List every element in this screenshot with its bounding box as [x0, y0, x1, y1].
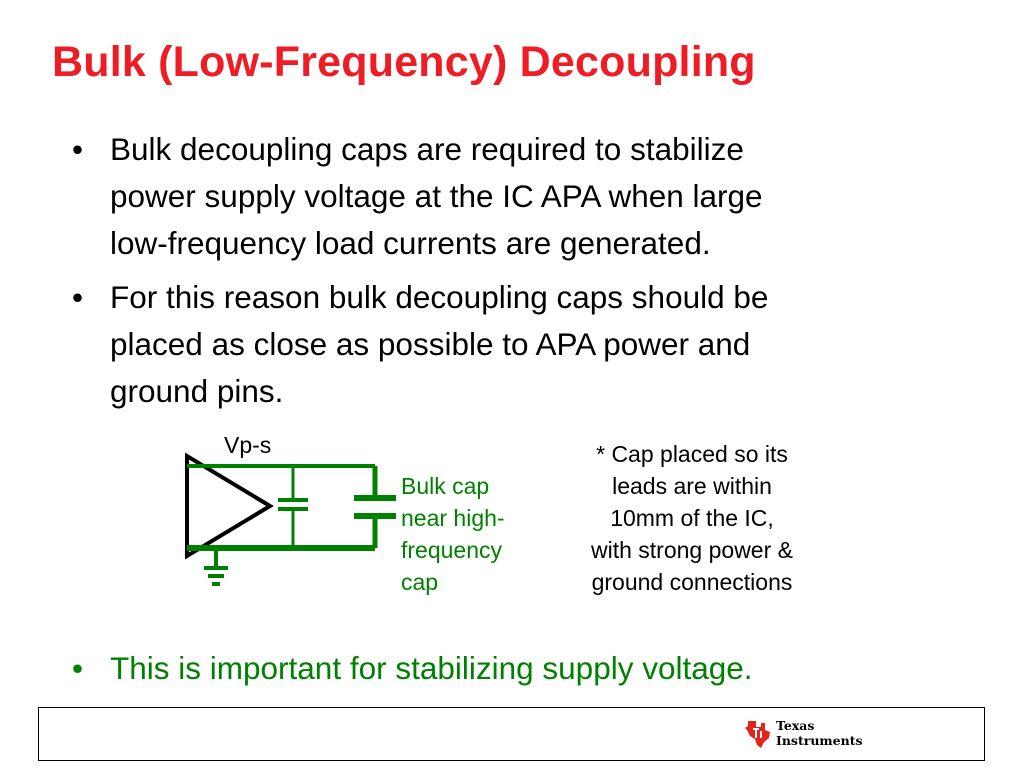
bullet-line: This is important for stabilizing supply voltage.	[110, 650, 753, 686]
bullet-line: For this reason bulk decoupling caps should be	[110, 279, 769, 315]
ti-wordmark-line: Texas	[776, 718, 815, 733]
ground-symbol	[204, 548, 228, 584]
placement-note	[556, 438, 828, 598]
note-line: 10mm of the IC,	[610, 505, 774, 531]
bulk-cap-label	[401, 470, 551, 598]
ti-wordmark-line: Instruments	[776, 733, 863, 748]
slide-title: Bulk (Low-Frequency) Decoupling	[52, 38, 756, 86]
supply-label: Vp-s	[224, 432, 272, 458]
bullet-list	[64, 126, 994, 422]
bullet-line: placed as close as possible to APA power and	[110, 326, 751, 362]
final-bullet-list	[64, 645, 994, 699]
note-line: ground connections	[591, 569, 793, 595]
decoupling-circuit-diagram	[180, 430, 400, 590]
bulk-cap-label-line: near high-	[401, 505, 505, 531]
bullet-line: power supply voltage at the IC APA when large	[110, 178, 763, 214]
amplifier-triangle-symbol	[187, 456, 270, 556]
bullet-line: ground pins.	[110, 373, 284, 409]
bullet-line: low-frequency load currents are generated.	[110, 225, 711, 261]
bulk-cap-label-line: cap	[401, 569, 439, 595]
bullet-dot: •	[72, 650, 84, 686]
ti-wordmark	[776, 718, 863, 748]
bullet-line: Bulk decoupling caps are required to stabilize	[110, 131, 744, 167]
bullet-dot: •	[72, 131, 84, 167]
high-frequency-capacitor-symbol	[278, 466, 308, 548]
bullet-item	[64, 274, 994, 415]
bullet-item	[64, 645, 994, 692]
bullet-item	[64, 126, 994, 267]
slide-footer	[38, 707, 985, 761]
bulk-cap-label-line: Bulk cap	[401, 473, 490, 499]
bulk-capacitor-symbol	[354, 466, 396, 548]
bullet-dot: •	[72, 279, 84, 315]
note-line: with strong power &	[591, 537, 793, 563]
note-line: leads are within	[612, 473, 772, 499]
bulk-cap-label-line: frequency	[401, 537, 503, 563]
ti-state-icon	[744, 718, 772, 750]
note-line: * Cap placed so its	[596, 441, 788, 467]
